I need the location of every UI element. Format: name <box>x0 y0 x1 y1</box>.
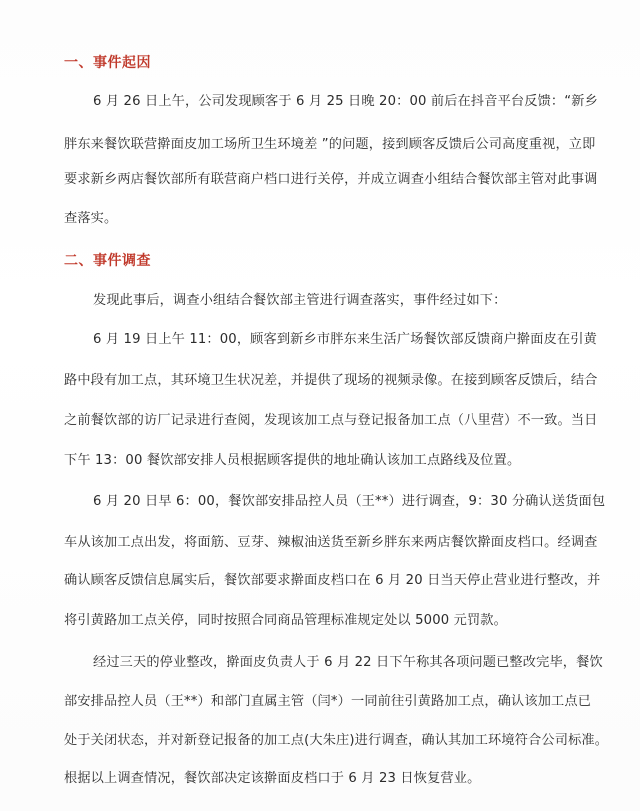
paragraph-line: 车从该加工点出发，将面筋、豆芽、辣椒油送货至新乡胖东来两店餐饮擀面皮档口。经调查 <box>64 535 598 550</box>
paragraph-line: 查落实。 <box>64 211 118 226</box>
section-heading-investigation: 二、事件调查 <box>64 253 151 269</box>
paragraph-line: 下午 13：00 餐饮部安排人员根据顾客提供的地址确认该加工点路线及位置。 <box>64 453 521 468</box>
paragraph-line: 发现此事后，调查小组结合餐饮部主管进行调查落实，事件经过如下： <box>93 293 507 308</box>
paragraph-line: 经过三天的停业整改，擀面皮负责人于 6 月 22 日下午称其各项问题已整改完毕，餐饮 <box>93 655 603 670</box>
paragraph-line: 之前餐饮部的访厂记录进行查阅，发现该加工点与登记报备加工点（八里营）不一致。当日 <box>64 413 598 428</box>
section-heading-cause: 一、事件起因 <box>64 55 151 71</box>
paragraph-line: 处于关闭状态，并对新登记报备的加工点(大朱庄)进行调查，确认其加工环境符合公司标准。 <box>64 733 609 748</box>
paragraph-line: 6 月 19 日上午 11：00，顾客到新乡市胖东来生活广场餐饮部反馈商户擀面皮在引黄 <box>93 332 597 347</box>
paragraph-line: 将引黄路加工点关停，同时按照合同商品管理标准规定处以 5000 元罚款。 <box>64 613 507 628</box>
paragraph-line: 部安排品控人员（王**）和部门直属主管（闫*）一同前往引黄路加工点，确认该加工点已 <box>64 694 592 709</box>
paragraph-line: 要求新乡两店餐饮部所有联营商户档口进行关停，并成立调查小组结合餐饮部主管对此事调 <box>64 172 598 187</box>
paragraph-line: 6 月 26 日上午，公司发现顾客于 6 月 25 日晚 20：00 前后在抖音平台反馈：“新乡 <box>93 94 598 109</box>
paragraph-line: 确认顾客反馈信息属实后，餐饮部要求擀面皮档口在 6 月 20 日当天停止营业进行整改，并 <box>64 573 601 588</box>
paragraph-line: 胖东来餐饮联营擀面皮加工场所卫生环境差 ”的问题，接到顾客反馈后公司高度重视，立即 <box>64 137 596 152</box>
paragraph-line: 路中段有加工点，其环境卫生状况差，并提供了现场的视频录像。在接到顾客反馈后，结合 <box>64 373 598 388</box>
paragraph-line: 6 月 20 日早 6：00，餐饮部安排品控人员（王**）进行调查，9：30 分确认送货面包 <box>93 494 606 509</box>
paragraph-line: 根据以上调查情况，餐饮部决定该擀面皮档口于 6 月 23 日恢复营业。 <box>64 771 481 786</box>
